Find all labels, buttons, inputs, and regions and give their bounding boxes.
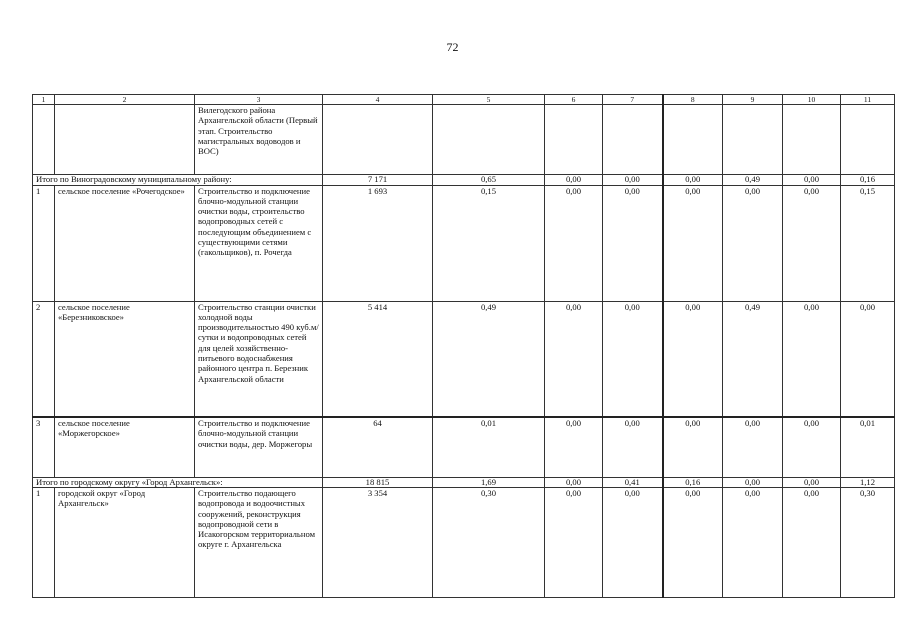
table-cell-value <box>545 105 603 175</box>
subtotal-value: 1,12 <box>841 477 895 488</box>
settlement-name: сельское поселение «Рочегодское» <box>55 185 195 301</box>
table-cell-value: 0,01 <box>841 417 895 477</box>
column-number-row <box>33 95 895 105</box>
column-number: 3 <box>195 95 323 105</box>
table-row <box>33 301 895 417</box>
table-cell-value: 0,00 <box>603 488 663 598</box>
table-cell-value <box>603 105 663 175</box>
subtotal-value: 18 815 <box>323 477 433 488</box>
table-cell-value: 0,49 <box>723 301 783 417</box>
table-cell-value: 3 354 <box>323 488 433 598</box>
table-row <box>33 488 895 598</box>
project-description: Вилегодского района Архангельской области (Первый этап. Строительство магистральных водоводов и ВОС) <box>195 105 323 175</box>
column-number: 1 <box>33 95 55 105</box>
table-row <box>33 185 895 301</box>
subtotal-value: 0,16 <box>663 477 723 488</box>
subtotal-value: 0,16 <box>841 175 895 186</box>
subtotal-row <box>33 175 895 186</box>
table-cell-value: 64 <box>323 417 433 477</box>
settlement-name <box>55 105 195 175</box>
settlement-name: сельское поселение «Моржегорское» <box>55 417 195 477</box>
subtotal-value: 7 171 <box>323 175 433 186</box>
table-cell-value <box>433 105 545 175</box>
subtotal-value: 0,00 <box>663 175 723 186</box>
table-cell-value: 0,00 <box>545 301 603 417</box>
table-cell-value: 0,00 <box>545 185 603 301</box>
column-number: 2 <box>55 95 195 105</box>
table-cell-value: 1 693 <box>323 185 433 301</box>
table-cell-value <box>723 105 783 175</box>
table-cell-value <box>783 105 841 175</box>
table-cell-value <box>663 105 723 175</box>
investment-table <box>32 94 895 598</box>
table-cell-value: 0,00 <box>783 488 841 598</box>
table-cell-value: 0,00 <box>723 185 783 301</box>
column-number: 9 <box>723 95 783 105</box>
subtotal-value: 0,00 <box>723 477 783 488</box>
settlement-name: городской округ «Город Архангельск» <box>55 488 195 598</box>
table-cell-value <box>841 105 895 175</box>
project-description: Строительство и подключение блочно-модульной станции очистки воды, строительство водопроводных сетей с последующим объединением с существующими сетями (гакольщиков), п. Рочегда <box>195 185 323 301</box>
table-cell-value: 0,49 <box>433 301 545 417</box>
subtotal-value: 0,00 <box>603 175 663 186</box>
table-cell-value: 0,15 <box>841 185 895 301</box>
subtotal-label: Итого по городскому округу «Город Архангельск»: <box>33 477 323 488</box>
row-index: 1 <box>33 488 55 598</box>
table-cell-value: 0,00 <box>545 488 603 598</box>
table-cell-value: 0,00 <box>603 185 663 301</box>
subtotal-value: 0,49 <box>723 175 783 186</box>
table-cell-value: 0,00 <box>783 417 841 477</box>
table-cell-value: 0,00 <box>723 488 783 598</box>
subtotal-value: 0,00 <box>783 175 841 186</box>
column-number: 6 <box>545 95 603 105</box>
page-number: 72 <box>446 40 459 54</box>
subtotal-value: 0,00 <box>783 477 841 488</box>
subtotal-row <box>33 477 895 488</box>
subtotal-value: 0,65 <box>433 175 545 186</box>
table-cell-value: 0,15 <box>433 185 545 301</box>
row-index <box>33 105 55 175</box>
table-cell-value: 0,30 <box>433 488 545 598</box>
table-cell-value: 0,00 <box>783 301 841 417</box>
table-cell-value: 0,00 <box>603 301 663 417</box>
subtotal-value: 0,41 <box>603 477 663 488</box>
subtotal-value: 1,69 <box>433 477 545 488</box>
row-index: 3 <box>33 417 55 477</box>
table-cell-value: 0,00 <box>663 488 723 598</box>
table-cell-value: 0,30 <box>841 488 895 598</box>
table-cell-value: 5 414 <box>323 301 433 417</box>
table-cell-value: 0,01 <box>433 417 545 477</box>
settlement-name: сельское поселение «Березниковское» <box>55 301 195 417</box>
column-number: 4 <box>323 95 433 105</box>
table-row <box>33 417 895 477</box>
column-number: 11 <box>841 95 895 105</box>
subtotal-label: Итого по Виноградовскому муниципальному району: <box>33 175 323 186</box>
subtotal-value: 0,00 <box>545 175 603 186</box>
project-description: Строительство станции очистки холодной воды производительностью 490 куб.м/сутки и водопроводных сетей для целей хозяйственно-питьевого водоснабжения районного центра п. Березник Архангельской области <box>195 301 323 417</box>
table-cell-value: 0,00 <box>723 417 783 477</box>
table-cell-value: 0,00 <box>783 185 841 301</box>
project-description: Строительство подающего водопровода и водоочистных сооружений, реконструкция водопроводной сети в Исакогорском территориальном округе г. Архангельска <box>195 488 323 598</box>
table-cell-value: 0,00 <box>603 417 663 477</box>
column-number: 8 <box>663 95 723 105</box>
table-cell-value: 0,00 <box>663 301 723 417</box>
column-number: 7 <box>603 95 663 105</box>
project-description: Строительство и подключение блочно-модульной станции очистки воды, дер. Моржегоры <box>195 417 323 477</box>
table-row <box>33 105 895 175</box>
table-cell-value: 0,00 <box>545 417 603 477</box>
subtotal-value: 0,00 <box>545 477 603 488</box>
row-index: 1 <box>33 185 55 301</box>
column-number: 5 <box>433 95 545 105</box>
table-cell-value <box>323 105 433 175</box>
column-number: 10 <box>783 95 841 105</box>
row-index: 2 <box>33 301 55 417</box>
table-cell-value: 0,00 <box>663 185 723 301</box>
table-cell-value: 0,00 <box>841 301 895 417</box>
table-cell-value: 0,00 <box>663 417 723 477</box>
